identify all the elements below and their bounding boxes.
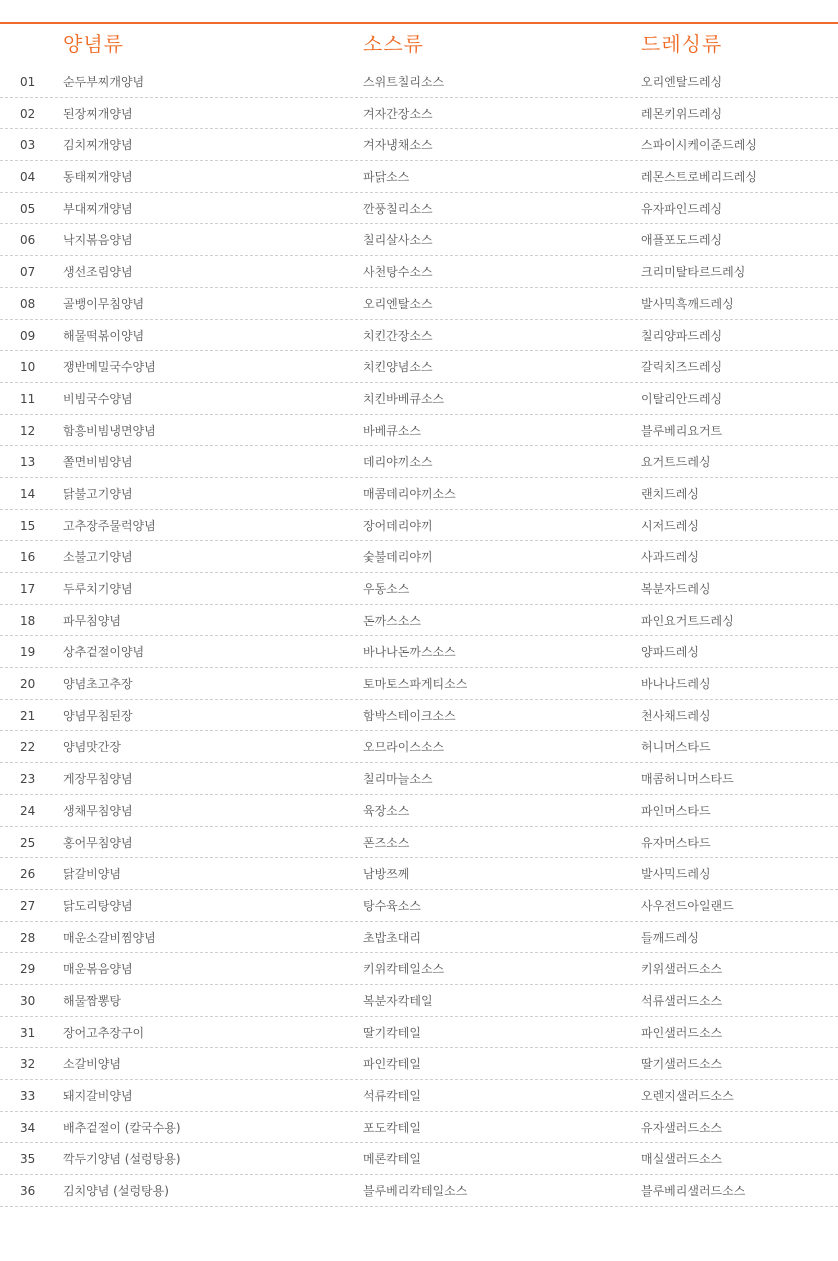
seasoning-cell: 낙지볶음양념 [63,233,133,248]
table-header [0,24,838,64]
table-row [0,256,838,288]
table-row [0,1175,838,1207]
table-row [0,224,838,256]
sauce-cell: 매콤데리야끼소스 [363,486,456,501]
seasoning-cell: 생선조림양념 [63,265,133,280]
table-row [0,700,838,732]
seasoning-cell: 매운볶음양념 [63,962,133,977]
row-number: 34 [20,1120,36,1135]
table-row [0,288,838,320]
row-number: 32 [20,1057,36,1072]
sauce-cell: 깐풍칠리소스 [363,201,433,216]
seasoning-cell: 된장찌개양념 [63,106,133,121]
dressing-cell: 블루베리샐러드소스 [641,1184,746,1199]
row-number: 12 [20,423,36,438]
dressing-cell: 레몬키위드레싱 [641,106,723,121]
row-number: 18 [20,613,36,628]
seasoning-cell: 쟁반메밀국수양념 [63,360,156,375]
sauce-cell: 치킨양념소스 [363,360,433,375]
table-row [0,922,838,954]
sauce-cell: 남방쯔께 [363,867,410,882]
table-row [0,193,838,225]
dressing-cell: 스파이시케이준드레싱 [641,138,757,153]
dressing-cell: 크리미탈타르드레싱 [641,265,746,280]
product-table [0,66,838,1207]
seasoning-cell: 생채무침양념 [63,803,133,818]
seasoning-cell: 해물짬뽕탕 [63,993,121,1008]
row-number: 30 [20,993,36,1008]
dressing-cell: 양파드레싱 [641,645,699,660]
sauce-cell: 바나나돈까스소스 [363,645,456,660]
table-row [0,573,838,605]
sauce-cell: 겨자냉채소스 [363,138,433,153]
table-row [0,1112,838,1144]
row-number: 16 [20,550,36,565]
table-row [0,636,838,668]
row-number: 23 [20,772,36,787]
dressing-cell: 요거트드레싱 [641,455,711,470]
sauce-cell: 바베큐소스 [363,423,421,438]
sauce-cell: 키위칵테일소스 [363,962,445,977]
row-number: 07 [20,265,36,280]
sauce-cell: 칠리살사소스 [363,233,433,248]
row-number: 13 [20,455,36,470]
sauce-cell: 숯불데리야끼 [363,550,433,565]
sauce-cell: 파닭소스 [363,170,410,185]
row-number: 05 [20,201,36,216]
dressing-cell: 파인요거트드레싱 [641,613,734,628]
seasoning-cell: 함흥비빔냉면양념 [63,423,156,438]
sauce-cell: 오리엔탈소스 [363,296,433,311]
row-number: 04 [20,170,36,185]
sauce-cell: 딸기칵테일 [363,1025,421,1040]
row-number: 08 [20,296,36,311]
dressing-cell: 블루베리요거트 [641,423,723,438]
table-row [0,858,838,890]
row-number: 19 [20,645,36,660]
sauce-cell: 사천탕수소스 [363,265,433,280]
dressing-cell: 갈릭치즈드레싱 [641,360,723,375]
row-number: 22 [20,740,36,755]
table-row [0,668,838,700]
dressing-cell: 사과드레싱 [641,550,699,565]
table-row [0,795,838,827]
row-number: 09 [20,328,36,343]
table-row [0,763,838,795]
dressing-cell: 파인샐러드소스 [641,1025,723,1040]
dressing-cell: 이탈리안드레싱 [641,391,723,406]
row-number: 01 [20,75,36,89]
dressing-cell: 바나나드레싱 [641,677,711,692]
table-row [0,415,838,447]
dressing-cell: 오렌지샐러드소스 [641,1089,734,1103]
table-row [0,731,838,763]
sauce-cell: 장어데리야끼 [363,518,433,533]
sauce-cell: 칠리마늘소스 [363,772,433,787]
dressing-cell: 복분자드레싱 [641,582,711,596]
dressing-cell: 허니머스타드 [641,740,711,755]
seasoning-cell: 파무침양념 [63,613,121,628]
sauce-cell: 탕수육소스 [363,898,421,913]
seasoning-cell: 매운소갈비찜양념 [63,930,156,945]
seasoning-cell: 두루치기양념 [63,582,133,596]
sauce-cell: 오므라이스소스 [363,740,445,755]
row-number: 26 [20,867,36,882]
dressing-cell: 유자파인드레싱 [641,201,723,216]
row-number: 31 [20,1025,36,1040]
seasoning-cell: 고추장주물럭양념 [63,518,156,533]
table-row [0,478,838,510]
seasoning-cell: 김치찌개양념 [63,138,133,153]
sauce-cell: 메론칵테일 [363,1152,421,1167]
seasoning-cell: 닭갈비양념 [63,867,121,882]
table-row [0,66,838,98]
seasoning-cell: 장어고추장구이 [63,1025,145,1040]
dressing-cell: 랜치드레싱 [641,486,699,501]
table-row [0,510,838,542]
dressing-cell: 천사채드레싱 [641,708,711,723]
seasoning-cell: 배추겉절이 (칼국수용) [63,1120,181,1135]
sauce-cell: 겨자간장소스 [363,106,433,121]
sauce-cell: 우동소스 [363,582,410,596]
row-number: 03 [20,138,36,153]
row-number: 17 [20,582,36,596]
seasoning-cell: 소갈비양념 [63,1057,121,1072]
seasoning-cell: 쫄면비빔양념 [63,455,133,470]
row-number: 06 [20,233,36,248]
table-row [0,383,838,415]
sauce-cell: 치킨바베큐소스 [363,391,445,406]
dressing-cell: 파인머스타드 [641,803,711,818]
dressing-cell: 칠리양파드레싱 [641,328,723,343]
dressing-cell: 매실샐러드소스 [641,1152,723,1167]
seasoning-cell: 부대찌개양념 [63,201,133,216]
seasoning-cell: 소불고기양념 [63,550,133,565]
dressing-cell: 유자샐러드소스 [641,1120,723,1135]
sauce-cell: 돈까스소스 [363,613,421,628]
sauce-cell: 복분자칵테일 [363,993,433,1008]
table-row [0,446,838,478]
dressing-cell: 매콤허니머스타드 [641,772,734,787]
row-number: 10 [20,360,36,375]
row-number: 02 [20,106,36,121]
dressing-cell: 레몬스트로베리드레싱 [641,170,757,185]
dressing-cell: 발사믹흑깨드레싱 [641,296,734,311]
sauce-cell: 함박스테이크소스 [363,708,456,723]
table-row [0,605,838,637]
sauce-cell: 포도칵테일 [363,1120,421,1135]
seasoning-cell: 양념무침된장 [63,708,133,723]
table-row [0,890,838,922]
row-number: 27 [20,898,36,913]
table-row [0,1080,838,1112]
seasoning-cell: 양념초고추장 [63,677,133,692]
dressing-cell: 시저드레싱 [641,518,699,533]
dressing-cell: 딸기샐러드소스 [641,1057,723,1072]
table-row [0,541,838,573]
table-row [0,98,838,130]
seasoning-cell: 비빔국수양념 [63,391,133,406]
dressing-cell: 사우전드아일랜드 [641,898,734,913]
header-dressing: 드레싱류 [641,32,723,56]
row-number: 29 [20,962,36,977]
row-number: 33 [20,1089,36,1103]
sauce-cell: 석류칵테일 [363,1089,421,1103]
sauce-cell: 초밥초대리 [363,930,421,945]
dressing-cell: 발사믹드레싱 [641,867,711,882]
table-row [0,161,838,193]
seasoning-cell: 김치양념 (설렁탕용) [63,1184,169,1199]
dressing-cell: 석류샐러드소스 [641,993,723,1008]
seasoning-cell: 양념맛간장 [63,740,121,755]
dressing-cell: 유자머스타드 [641,835,711,850]
seasoning-cell: 닭불고기양념 [63,486,133,501]
row-number: 11 [20,391,36,406]
seasoning-cell: 동태찌개양념 [63,170,133,185]
row-number: 21 [20,708,36,723]
dressing-cell: 들깨드레싱 [641,930,699,945]
sauce-cell: 치킨간장소스 [363,328,433,343]
seasoning-cell: 홍어무침양념 [63,835,133,850]
seasoning-cell: 해물떡볶이양념 [63,328,145,343]
sauce-cell: 파인칵테일 [363,1057,421,1072]
row-number: 14 [20,486,36,501]
seasoning-cell: 게장무침양념 [63,772,133,787]
table-row [0,827,838,859]
sauce-cell: 육장소스 [363,803,410,818]
row-number: 25 [20,835,36,850]
header-seasoning: 양념류 [63,32,124,56]
table-row [0,129,838,161]
row-number: 15 [20,518,36,533]
header-sauce: 소스류 [363,32,424,56]
seasoning-cell: 깍두기양념 (설렁탕용) [63,1152,181,1167]
seasoning-cell: 닭도리탕양념 [63,898,133,913]
table-row [0,320,838,352]
table-row [0,1143,838,1175]
seasoning-cell: 상추겉절이양념 [63,645,145,660]
table-row [0,985,838,1017]
row-number: 35 [20,1152,36,1167]
dressing-cell: 애플포도드레싱 [641,233,723,248]
row-number: 20 [20,677,36,692]
row-number: 36 [20,1184,36,1199]
table-row [0,1017,838,1049]
dressing-cell: 키위샐러드소스 [641,962,723,977]
seasoning-cell: 돼지갈비양념 [63,1089,133,1103]
row-number: 28 [20,930,36,945]
row-number: 24 [20,803,36,818]
seasoning-cell: 순두부찌개양념 [63,75,145,89]
table-row [0,351,838,383]
table-row [0,1048,838,1080]
sauce-cell: 폰즈소스 [363,835,410,850]
sauce-cell: 스위트칠리소스 [363,75,445,89]
sauce-cell: 토마토스파게티소스 [363,677,468,692]
table-row [0,953,838,985]
dressing-cell: 오리엔탈드레싱 [641,75,723,89]
seasoning-cell: 골뱅이무침양념 [63,296,145,311]
sauce-cell: 데리야끼소스 [363,455,433,470]
sauce-cell: 블루베리칵테일소스 [363,1184,468,1199]
